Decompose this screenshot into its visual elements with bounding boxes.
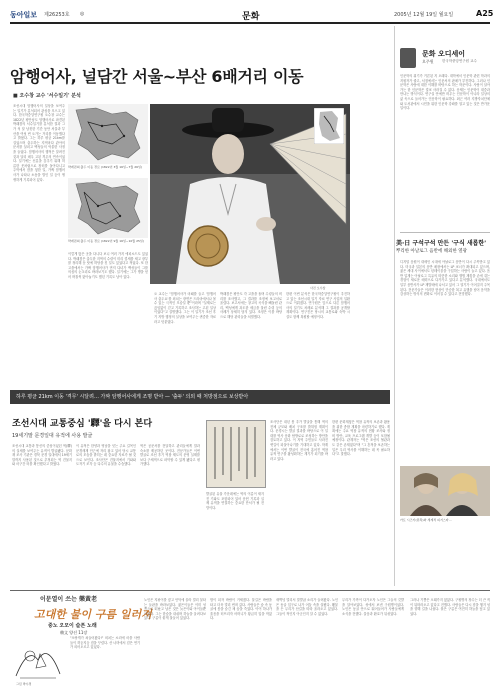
map-1-caption: 박래겸의 출두 이동 경로 (1822년 3월 16일~7월 26일)	[68, 165, 143, 169]
inset-map	[314, 108, 344, 144]
third-body-column-6: 한편 문화재청은 역참 유적의 보존과 활용을 위한 종합 계획을 마련하기로 했다. 계획에는 주요 역참 유적의 현황 조사와 정비 방안, 교육 프로그램 개발 등이 포함될 예정이다. 관계자는 "역은 조선의 혈관과도 같은 존재였다"며 "그 흔적을 보존하는 일은 우리 역사를 이해하는 데 꼭 필요하다"고 말했다.	[332, 420, 390, 457]
issue-mark: ◎	[80, 11, 85, 17]
bottom-rule	[10, 590, 490, 591]
lead-story	[10, 24, 390, 424]
route-map-1	[68, 104, 148, 164]
lead-kicker: ■ 오수창 교수 '서수일기' 분석	[13, 93, 81, 99]
third-body-column-3: 역은 공문서를 전달하고 관리들에게 말과 숙소를 제공하던 곳이다. 전문가들은 이번 발굴로 조선 후기 역참 제도의 운영 실태를 보다 구체적으로 파악할 수 있게 됐다고 평가했다.	[140, 444, 200, 467]
lead-banner-text: 하루 평균 21km 이동 '격무' 시달려… 가짜 암행어사에게 조명 받아 — '출두' 의외 때 처방점으로 보상받아	[16, 394, 249, 400]
bottom-illustration-drawing	[12, 636, 64, 682]
lead-headline: 암행어사, 널담간 서울~부산 6배거리 이동	[10, 67, 304, 86]
bottom-illustration-caption: 그림 박수경	[16, 682, 32, 686]
bottom-illustration	[12, 636, 64, 682]
paper-name: 동아일보	[10, 11, 38, 19]
bottom-body-column-3: 밤이 되자 바람이 거세졌다. 불길은 바람을 타고 더욱 멀리 번져 갔다. 사람들은 숲 속 동굴에 몸을 숨긴 채 숨을 죽였다. 아이 하나가 울음을 터뜨리자 어머니가 황급히 입을 막았다.	[210, 598, 272, 621]
third-headline: 조선시대 교통중심 '驛'을 다시 본다	[12, 419, 153, 429]
column-author-name: 오주원	[422, 59, 434, 64]
bottom-body-column-6: 그러나 기쁨은 오래가지 않았다. 구원병의 장수는 더 큰 적이 뒤따라오고 있다고 전했다. 사람들은 다시 짐을 챙겨 성을 향해 길을 나섰다. 붉은 구름은 여전히 하늘을 덮고 있었다.	[410, 598, 490, 616]
second-body: 디지털 음원이 대세인 시대에 아날로그 음반이 다시 주목받고 있다. 미국과 일본의 음반 매장에서는 LP 코너가 확대되고 있으며, 젊은 세대 사이에서도 턴테이블을 구입하는 사람이 늘고 있다. 음반 업계는 아날로그 특유의 따뜻한 소리와 앨범 재킷을 손에 쥐는 경험이 새로운 매력으로 다가가고 있다고 분석했다. 국내에서도 일부 음반사가 LP 재발매에 나서고 있어 그 열기가 이어질지 주목된다. 전문가들은 이러한 현상이 단순한 복고 유행을 넘어 음악을 감상하는 방식의 변화로 이어질 수 있다고 전망했다.	[400, 260, 490, 297]
third-body-column-1: 조선시대 교통과 통신의 중심이었던 역(驛)의 실체를 보여주는 유적이 발굴됐다. 문화재 조사 기관은 경북 문경 일대에서 19세기 말까지 사용된 것으로 추정되는 역 건물지와 마구간 터를 확인했다고 밝혔다.	[12, 444, 72, 467]
bottom-subtitle: 중노 오모이 슬픈 노래	[48, 623, 97, 629]
column-author-title: 한국학중앙연구원 교수	[442, 59, 477, 63]
right-column-divider	[394, 26, 395, 586]
column-header	[400, 48, 490, 68]
lead-banner	[10, 390, 390, 404]
third-document-image	[206, 420, 266, 488]
map-2-caption: 박래겸의 출두 이동 경로 (1822년 9월 16일~10월 25일)	[68, 239, 144, 243]
masthead	[10, 8, 494, 22]
second-subhead: 뿌리한 아날로그 음반에 해외한 열광	[396, 249, 467, 254]
route-map-2	[68, 178, 148, 238]
section-title: 문화	[242, 12, 260, 22]
bottom-title: 고대한 불이 구름 일러져	[34, 608, 152, 621]
lead-body-column-5: 한편 이번 분석은 한국학중앙연구원이 추진하고 있는 조선시대 일기 자료 연구 사업의 일환으로 이뤄졌다. 연구원은 앞으로 다른 암행어사의 일기도 차례로 분석해 그 결과를 공개할 계획이다. 연구진은 당시의 교통로와 숙박 시설도 함께 복원할 예정이다.	[286, 292, 350, 319]
second-headline: 美·日 구석구석 만든 '구식 새롭한'	[396, 240, 487, 247]
column-body: 인문학의 위기가 거론된 지 오래다. 대학에서 인문학 관련 학과의 지원자가 줄고, 서점에서는 인문서의 판매가 부진하다. 그러나 인문학은 사람에 대한 이해를 바탕으로 하는 학문이다. 사람이 살아가는 한 인문학은 결코 사라질 수 없다. 문제는 인문학이 대중과 만나는 방식이다. 연구실 안에만 머무는 인문학이 아니라 일상의 삶 속으로 들어가는 인문학이 필요하다. 최근 여러 지방자치단체와 도서관에서 시민을 위한 인문학 강좌를 열고 있는 것은 반가운 일이다.	[400, 74, 490, 111]
lead-body-column-2: 이렇게 많은 곳을 다니다 보니 여러 가지 에피소드도 있었다. 박래겸은 출두한 지역의 수령이 미리 낌새를 채고 장부를 정리해 둔 탓에 허탕을 친 일도 있었다고 적었다. 또 한 고을에서는 가짜 암행어사가 먼저 다녀가 백성들이 그를 의심의 눈초리로 바라보기도 했다. 일기에는 그가 병을 얻어 며칠씩 앓아눕기도 했던 기록도 남아 있다.	[68, 252, 148, 279]
lead-body-column-3: 오 교수는 "암행어사가 마패를 들고 '암행어사 출두요'를 외치는 장면은 드라마에서나 볼 수 있는 극적인 모습일 뿐"이라며 "실제로는 끊임없이 걷고 기록하고 조사하는 고된 일상이었다"고 설명했다. 그는 이 일기가 조선 후기 지방 행정의 실상을 보여주는 귀중한 자료라고 덧붙였다.	[154, 292, 216, 324]
third-body-column-5: 조사단은 내년 봄 추가 발굴을 통해 역의 전체 규모와 배치 구조를 밝혀낼 계획이다. 문경시는 발굴 결과를 바탕으로 이 일대를 역사 문화 탐방로로 조성하는 방안을 검토하고 있다. 이 지역 주민들도 사라진 옛길이 되살아나기를 기대하고 있다. 학계에서는 이번 발굴이 전국에 흩어진 역참 유적 연구를 활성화하는 계기가 되기를 바라고 있다.	[270, 420, 328, 461]
issue-date: 2005년 12월 19일 월요일	[394, 12, 454, 18]
issue-number: 제26253호	[44, 12, 70, 18]
third-subhead: 19세기말 문경일대 유적에 사용 발굴	[12, 433, 93, 439]
column-label: 문화 오디세이	[422, 50, 466, 58]
bottom-series-label: 이문열이 쓰는 樂黃老	[40, 596, 97, 603]
column-author-photo	[400, 48, 416, 68]
photo-credit: 사진 오수창	[310, 286, 326, 290]
bottom-byline: 賴文 양선 11장	[60, 630, 88, 635]
third-document-script	[207, 421, 265, 487]
lead-body-column-4: 박래겸은 평안도 각 고을을 돌며 수령들의 비리를 조사했고, 그 결과를 조정에 보고서로 올렸다. 보고서에는 창고의 곡식을 빼돌린 관리, 백성에게 과도한 세금을 물린 수령 등의 사례가 상세히 담겨 있다. 조정은 이를 바탕으로 해당 관리들을 처벌했다.	[220, 292, 282, 319]
second-photo-caption: 카토 시즈카(왼쪽)와 세계적 피겨스타…	[400, 518, 452, 522]
bottom-body-column-5: 무리가 가까이 다가오자 노인은 그들의 깃발을 알아보았다. 성에서 보낸 구원병이었다. 노인은 동굴 안으로 뛰어들어가 사람들에게 소식을 전했다. 울음과 환호가 뒤섞였다.	[342, 598, 404, 616]
second-photo	[400, 466, 490, 516]
right-divider-1	[400, 232, 490, 233]
third-body-column-4: 발굴된 유물 가운데에는 역의 이름이 새겨진 기와도 포함되어 있어 문헌 기록과 실제 유적을 연결하는 중요한 단서가 될 전망이다.	[206, 492, 264, 510]
second-photo-figures	[400, 466, 490, 516]
bottom-body-column-4: 새벽녘 멀리서 말발굽 소리가 들려왔다. 노인은 동굴 입구로 나가 어둠 속을 살폈다. 횃불을 든 무리가 산길을 따라 올라오고 있었다. 그들이 적인지 아군인지 알 수 없었다.	[276, 598, 338, 616]
lead-body-column-1: 조선시대 암행어사의 일상을 보여주는 일기가 분석되어 관심을 모으고 있다. 한국학중앙연구원 오수창 교수는 1822년 평안남도 암행어사로 파견된 박래겸의 서수일기를 분석한 결과 그가 석 달 남짓한 기간 동안 서울과 부산을 여섯 번 오가는 거리를 이동했다고 밝혔다. 그는 하루 평균 21km를 걸었으며 출두하는 지역마다 관아의 문서를 살피고 백성들의 억울한 사정을 들었다. 암행어사의 행적은 알려진 것과 달리 매우 고된 격무의 연속이었다. 일기에는 신분을 감추기 위해 허름한 옷차림으로 장터를 돌아다니고 주막에서 잠을 청한 일, 가짜 암행어사가 나타나 소동을 벌인 일 등이 생생하게 기록되어 있다.	[13, 104, 65, 182]
lead-photo	[150, 104, 350, 284]
bottom-body-column-2: 노인은 지팡이를 짚고 언덕에 올라 멀리 불타는 들판을 바라보았다. 젊은이들은 이미 성 쪽으로 떠났고 남은 것은 늙은이와 아이들뿐이었다. 그는 한숨을 내쉬며 하늘을 올려다보았다. 구름이 붉게 물들어 있었다.	[144, 598, 206, 621]
page-number: A25	[476, 9, 494, 18]
third-body-column-2: 이 유적은 한양과 영남을 잇는 주요 길목인 문경새재 인근에 자리 잡고 있어 당시 교통로의 모습을 밝히는 데 중요한 자료가 될 것으로 보인다. 조사단은 건물지에서 기와와 도자기 조각 등 다수의 유물을 수습했다.	[76, 444, 136, 467]
bottom-body-column-1: "오랑캐가 쳐들어왔다!" 외치는 소리에 마을 사람들이 허둥지둥 짐을 꾸렸다. 산 너머에서 검은 연기가 피어오르고 있었다.	[70, 636, 140, 650]
